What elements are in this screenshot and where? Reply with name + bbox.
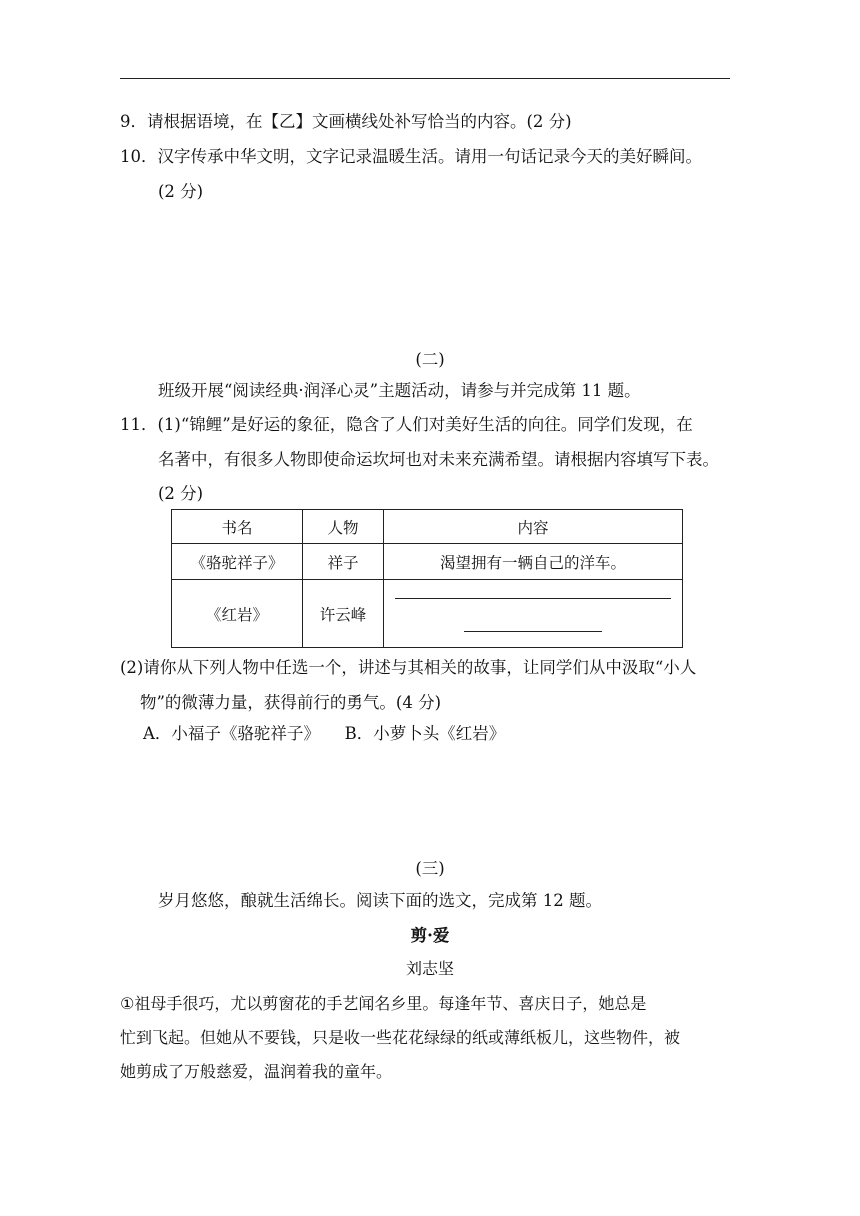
section-3-heading: (三) [415,859,445,878]
answer-line [464,631,602,632]
answer-line [395,598,671,599]
paragraph-1-line-2: 忙到飞起。但她从不要钱，只是收一些花花绿绿的纸或薄纸板儿，这些物件，被 [120,1028,681,1047]
table-header: 内容 [384,510,683,544]
question-11-part1-cont: 名著中，有很多人物即使命运坎坷也对未来充满希望。请根据内容填写下表。 [158,450,719,469]
answer-blank-cell[interactable] [384,580,683,648]
answer-options: A．小福子《骆驼祥子》 B．小萝卜头《红岩》 [143,724,506,743]
table-header: 书名 [172,510,303,544]
question-10: 10．汉字传承中华文明，文字记录温暖生活。请用一句话记录今天的美好瞬间。 [120,147,702,166]
question-11-part2: (2)请你从下列人物中任选一个，讲述与其相关的故事，让同学们从中汲取“小人 [120,658,697,677]
table-cell: 《骆驼祥子》 [172,544,303,580]
paragraph-1-line-1: ①祖母手很巧，尤以剪窗花的手艺闻名乡里。每逢年节、喜庆日子，她总是 [120,994,647,1013]
section-2-heading: (二) [415,350,445,369]
question-10-score: (2 分) [158,182,204,201]
section-2-intro: 班级开展“阅读经典·润泽心灵”主题活动，请参与并完成第 11 题。 [158,381,641,400]
section-3-intro: 岁月悠悠，酿就生活绵长。阅读下面的选文，完成第 12 题。 [158,891,602,910]
table-cell: 渴望拥有一辆自己的洋车。 [384,544,683,580]
table-cell: 祥子 [303,544,384,580]
table-cell: 《红岩》 [172,580,303,648]
paragraph-1-line-3: 她剪成了万般慈爱，温润着我的童年。 [120,1062,393,1081]
question-11-part1: 11．(1)“锦鲤”是好运的象征，隐含了人们对美好生活的向往。同学们发现，在 [120,415,693,434]
article-title: 剪·爱 [410,926,450,945]
table-row [172,544,683,580]
question-11-part2-cont: 物”的微薄力量，获得前行的勇气。(4 分) [140,693,442,712]
question-11-part1-score: (2 分) [158,484,204,503]
table-header: 人物 [303,510,384,544]
table-row [172,580,683,648]
article-author: 刘志坚 [405,959,454,978]
fill-in-table [171,509,683,648]
header-rule [120,78,730,79]
table-header-row [172,510,683,544]
table-cell: 许云峰 [303,580,384,648]
question-9: 9．请根据语境，在【乙】文画横线处补写恰当的内容。(2 分) [120,112,572,131]
